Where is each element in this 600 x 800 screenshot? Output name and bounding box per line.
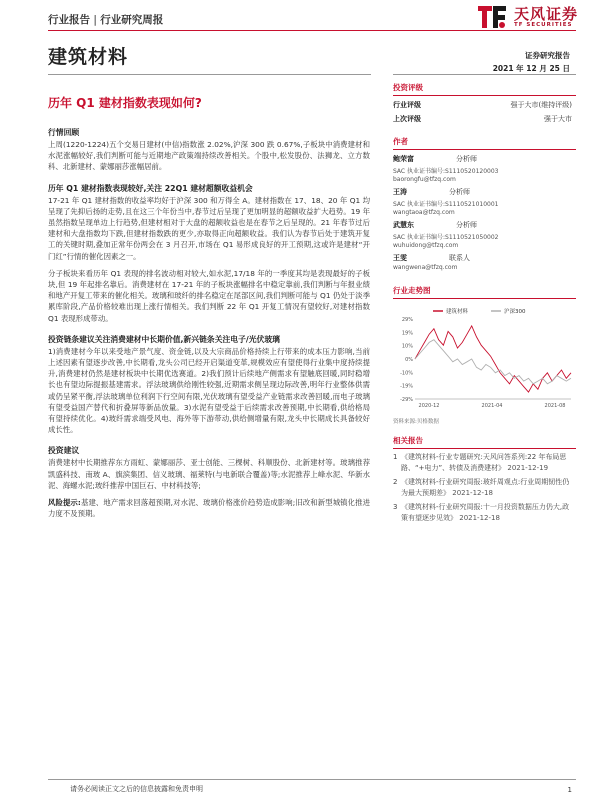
risk-text: 基建、地产需求回落超预期,对水泥、玻璃价格涨价趋势造成影响;旧改和新型城镇化推进力度不及预期。 [48, 498, 370, 519]
section-chain-text: 1)消费建材今年以来受地产景气度、资金链,以及大宗商品价格持续上行带来的成本压力影响,当前上述因素有望逐步改善,中长期看,龙头公司已经开启渠道变革,规模效应有望使得行业集中度持续提升,消费建材仍然是建材板块中长期优选赛道。2)我们预计后续地产侧需求有望触底回暖,同时稳增长也有望边际提振基建需求。浮法玻璃供给刚性较强,近期需求侧呈现边际改善,明年行业整体供需或仍呈紧平衡,浮法玻璃单位利润下行空间有限,光伏玻璃有望受益产业链需求改善回暖,而电子玻璃有望受益国产替代和折叠屏等新品放量。3)水泥有望受益于后续需求改善预期,中长期看,供给格局有望持续优化。4)玻纤需求端受风电、海外等下游带动,供给侧增量有限,龙头中长期成长具备较好成长性。 [48, 346, 370, 435]
brand [475, 2, 578, 32]
rating-title: 投资评级 [393, 82, 576, 96]
author-email[interactable]: baorongfu@tfzq.com [393, 176, 456, 183]
related-report[interactable] [393, 502, 576, 524]
y-tick-label: -10% [400, 370, 413, 377]
author-entry [393, 253, 576, 271]
chart-source: 资料来源:贝格数据 [393, 419, 439, 425]
industry-rating-row [393, 100, 576, 110]
x-tick-label: 2020-12 [418, 403, 440, 409]
risk-lead: 风险提示: [48, 498, 81, 508]
title-rule-right [393, 74, 576, 75]
related-text: 《建筑材料-行业研究周报:十一月投资数据压力仍大,政策有望逐步见效》 [401, 503, 570, 522]
trend-title: 行业走势图 [393, 285, 576, 299]
y-tick-label: 0% [405, 357, 413, 363]
section-advice-title: 投资建议 [48, 446, 80, 456]
x-tick-label: 2021-08 [544, 403, 566, 409]
related-num: 3 [393, 503, 398, 511]
section-market-review-text: 上周(1220-1224)五个交易日建材(中信)指数涨 2.02%,沪深 300 跌 0.67%,子板块中消费建材和水泥涨幅较好,我们判断可能与近期地产政策端持续改善相关。个股中,松发股份、法狮龙、立方数科、北新建材、蒙娜丽莎涨幅居前。 [48, 140, 370, 172]
related-num: 2 [393, 478, 398, 486]
industry-rating-label: 行业评级 [393, 101, 421, 109]
report-date: 2021 年 12 月 25 日 [492, 64, 570, 73]
prev-rating-value: 强于大市 [544, 115, 572, 123]
author-cert: SAC 执业证书编号:S1110521050002 [393, 234, 499, 241]
y-tick-label: 19% [401, 330, 413, 337]
related-num: 1 [393, 453, 398, 461]
section-q1-text-2: 分子板块来看历年 Q1 表现的排名波动相对较大,如水泥,17/18 年的一季度其均是表现最好的子板块,但 19 年起排名靠后。消费建材在 17-21 年的子板块涨幅排名中稳定靠前,我们判断与年报业绩和地产开复工带来的催化相关。玻璃和玻纤的排名稳定在尾部区间,我们判断可能与 Q1 仍处于淡季累库阶段,产品价格较难出现上涨行情相关。我们判断 22 年 Q1 开复工情况有望较好,对建材指数 Q1 表现形成带动。 [48, 268, 370, 323]
author-email[interactable]: wuhuidong@tfzq.com [393, 242, 459, 249]
y-tick-label: -19% [400, 383, 413, 390]
main-body [48, 122, 370, 519]
legend-label: 沪深300 [504, 309, 526, 315]
headline: 历年 Q1 建材指数表现如何? [48, 96, 202, 110]
author-entry [393, 220, 576, 249]
series-line [415, 326, 571, 392]
industry-title: 建筑材料 [48, 46, 129, 68]
author-name: 武慧东 [393, 221, 414, 229]
brand-sub: TF SECURITIES [513, 22, 573, 28]
related-report[interactable] [393, 477, 576, 499]
section-q1-title: 历年 Q1 建材指数表现较好,关注 22Q1 建材超额收益机会 [48, 183, 253, 193]
related-report[interactable] [393, 452, 576, 474]
section-q1-text: 17-21 年 Q1 建材指数的收益率均好于沪深 300 和万得全 A。建材指数在 17、18、20 年 Q1 均呈现了先抑后扬的走势,且在这三个年份当中,春节过后呈现了更加明显的超额收益扩大趋势。19 年虽然指数呈现单边上行趋势,但建材相对于大盘的超额收益也是在春节之后呈现的。21 年春节过后建材和大盘指数均下跌,但建材指数跌的更少,亦取得正向超额收益。我们认为春节后处于建筑开复工的关键时期,叠加正常年份两会在 3 月召开,市场在 Q1 易形成良好的开工预期,这或许是建材“开门红”行情的催化因素之一。 [48, 195, 370, 261]
related-date: 2021-12-18 [452, 489, 493, 497]
author-cert: SAC 执业证书编号:S1110520120003 [393, 168, 499, 175]
author-email[interactable]: wangtaoa@tfzq.com [393, 209, 455, 216]
tag-separator: | [93, 14, 97, 26]
prev-rating-row [393, 114, 576, 124]
author-cert: SAC 执业证书编号:S1110521010001 [393, 201, 499, 208]
related-text: 《建筑材料-行业专题研究:天风问答系列:22 年布局思路、“+电力”、转债及消费建材》 [401, 453, 567, 472]
prev-rating-label: 上次评级 [393, 115, 421, 123]
related-date: 2021-12-19 [507, 464, 549, 472]
authors-title: 作者 [393, 136, 576, 150]
footer-disclaimer[interactable]: 请务必阅读正文之后的信息披露和免责申明 [70, 785, 203, 793]
top-rule [48, 30, 576, 31]
author-name: 王雯 [393, 254, 407, 262]
related-text: 《建筑材料-行业研究周报:玻纤周观点:行业周期韧性仍为最大预期差》 [401, 478, 570, 497]
author-role: 分析师 [456, 155, 477, 163]
y-tick-label: 10% [401, 343, 413, 350]
report-tag-weekly: 行业研究周报 [100, 14, 164, 26]
y-tick-label: -29% [400, 397, 413, 403]
x-tick-label: 2021-04 [481, 403, 503, 409]
author-role: 分析师 [456, 221, 477, 229]
author-entry [393, 187, 576, 216]
industry-rating-value: 强于大市(维持评级) [510, 101, 572, 109]
related-date: 2021-12-18 [459, 514, 500, 522]
sidebar [393, 78, 576, 524]
author-role: 分析师 [449, 188, 470, 196]
author-name: 鲍荣富 [393, 155, 414, 163]
footer-rule [48, 779, 576, 780]
author-email[interactable]: wangwena@tfzq.com [393, 264, 458, 271]
trend-chart [393, 305, 576, 413]
report-type: 证券研究报告 [525, 51, 570, 60]
report-category [48, 12, 163, 27]
series-line [415, 340, 571, 384]
title-rule [48, 74, 371, 75]
page-number: 1 [567, 786, 572, 794]
trend-chart-svg [393, 305, 576, 413]
author-role: 联系人 [449, 254, 470, 262]
author-entry [393, 154, 576, 183]
related-title: 相关报告 [393, 435, 576, 449]
section-market-review-title: 行情回顾 [48, 128, 80, 137]
tf-logo-icon [475, 2, 509, 32]
section-chain-title: 投资链条建议关注消费建材中长期价值,新兴链条关注电子/光伏玻璃 [48, 334, 280, 344]
author-name: 王涛 [393, 188, 407, 196]
section-risk [48, 497, 370, 519]
section-advice-text: 消费建材中长期推荐东方雨虹、蒙娜丽莎、亚士创能、三棵树、科顺股份、北新建材等。玻璃推荐凯盛科技、南玻 A、旗滨集团、信义玻璃、福莱特(与电新联合覆盖)等;水泥推荐上峰水泥、华新水泥、海螺水泥;玻纤推荐中国巨石、中材科技等; [48, 458, 370, 490]
report-tag-industry: 行业报告 [48, 14, 90, 26]
y-tick-label: 29% [401, 317, 413, 323]
brand-name: 天风证券 [513, 5, 578, 23]
legend-label: 建筑材料 [446, 309, 469, 315]
